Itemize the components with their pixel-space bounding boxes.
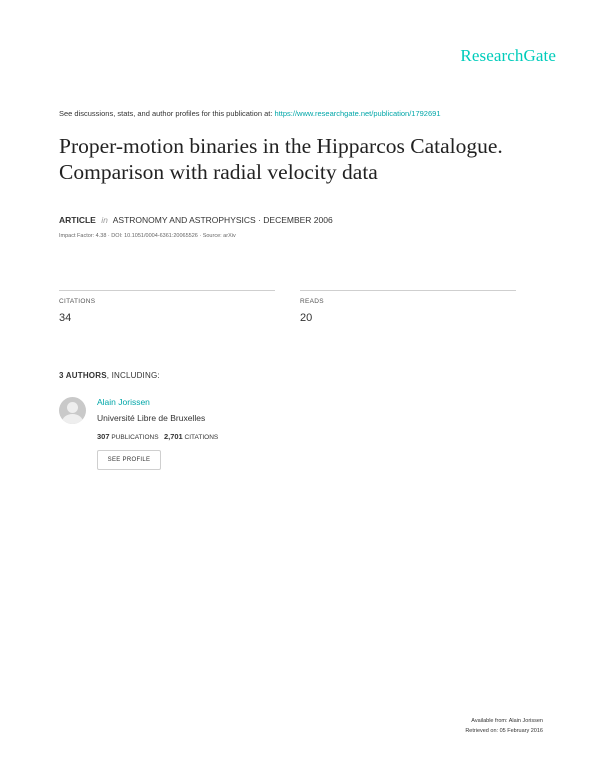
citations-label: CITATIONS bbox=[59, 298, 96, 305]
author-name-link[interactable]: Alain Jorissen bbox=[97, 397, 150, 407]
author-publications-count: 307 bbox=[97, 432, 110, 441]
author-citations-label: CITATIONS bbox=[184, 434, 219, 441]
publication-link[interactable]: https://www.researchgate.net/publication/1792691 bbox=[274, 109, 441, 118]
reads-count: 20 bbox=[300, 312, 313, 324]
authors-heading bbox=[59, 371, 160, 380]
article-type: ARTICLE bbox=[59, 215, 96, 225]
impact-doi-line: Impact Factor: 4.38 · DOI: 10.1051/0004-6361:20065526 · Source: arXiv bbox=[59, 233, 236, 239]
publication-title: Proper-motion binaries in the Hipparcos Catalogue. Comparison with radial velocity data bbox=[59, 134, 503, 184]
author-publications-label: PUBLICATIONS bbox=[111, 434, 159, 441]
journal-date: ASTRONOMY AND ASTROPHYSICS · DECEMBER 2006 bbox=[112, 215, 333, 225]
discussion-text: See discussions, stats, and author profiles for this publication at: bbox=[59, 109, 273, 118]
discussion-line bbox=[59, 109, 441, 118]
avatar-icon[interactable] bbox=[59, 397, 86, 424]
see-profile-button[interactable]: SEE PROFILE bbox=[97, 450, 161, 470]
reads-label: READS bbox=[300, 298, 324, 305]
author-institution: Université Libre de Bruxelles bbox=[97, 413, 206, 423]
retrieved-on: Retrieved on: 05 February 2016 bbox=[465, 728, 543, 734]
researchgate-logo[interactable]: ResearchGate bbox=[460, 46, 556, 65]
author-citations-count: 2,701 bbox=[163, 432, 183, 441]
divider-left bbox=[59, 290, 275, 291]
article-meta bbox=[59, 215, 333, 225]
in-word: in bbox=[101, 215, 108, 225]
available-from: Available from: Alain Jorissen bbox=[471, 718, 543, 724]
authors-count: 3 AUTHORS bbox=[59, 371, 107, 380]
citations-count: 34 bbox=[59, 312, 72, 324]
divider-right bbox=[300, 290, 516, 291]
author-stats bbox=[97, 432, 218, 441]
authors-suffix: , INCLUDING: bbox=[106, 371, 160, 380]
